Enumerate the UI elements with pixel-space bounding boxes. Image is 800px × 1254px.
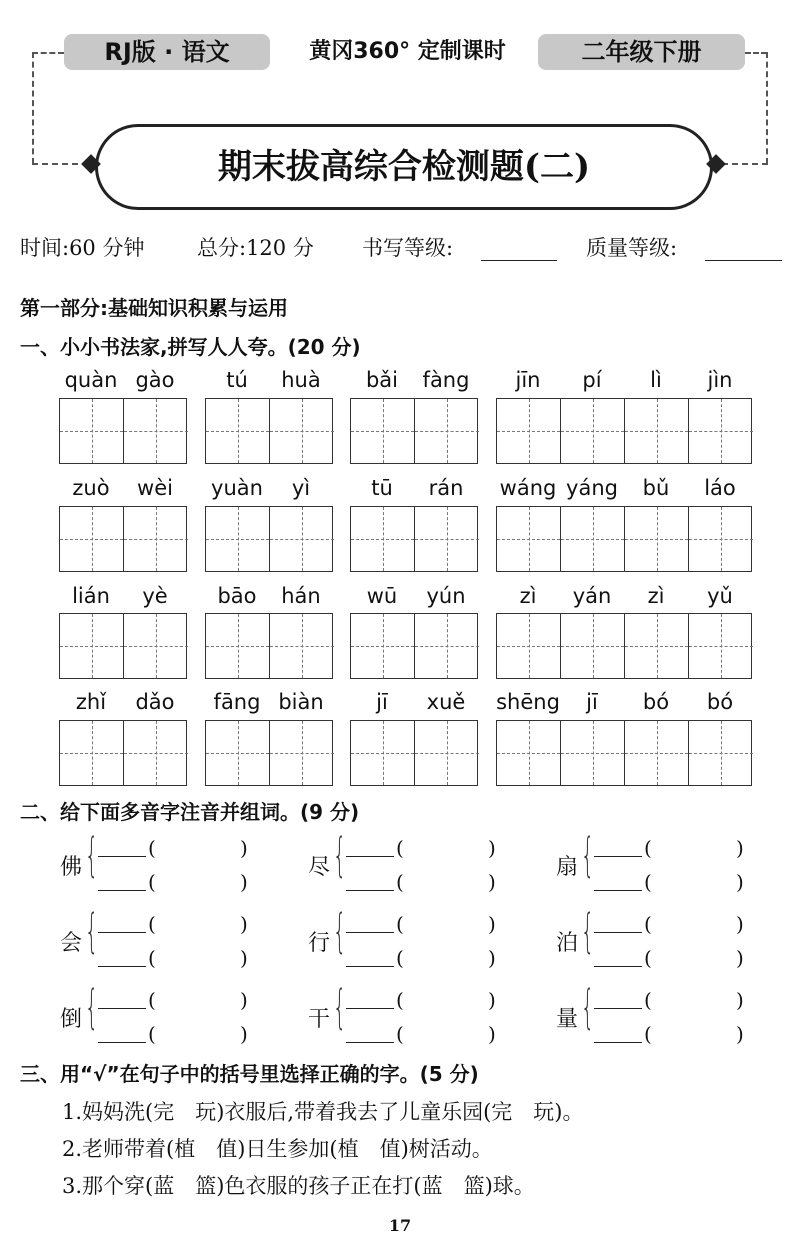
polyphonic-character: 行 (308, 931, 331, 956)
paren-answer-slot[interactable] (160, 1024, 236, 1048)
paren-open: ( (396, 912, 404, 936)
tianzige-cell[interactable] (561, 399, 625, 463)
cell-guide-horizontal (625, 539, 688, 540)
edition-badge: RJ版 · 语文 (64, 34, 270, 70)
tianzige-cell[interactable] (625, 399, 689, 463)
cell-guide-horizontal (561, 646, 624, 647)
tianzige-cell[interactable] (124, 614, 188, 678)
series-title: 黄冈360° 定制课时 (309, 39, 506, 64)
header-dash-left-vertical (32, 52, 34, 164)
cell-guide-horizontal (351, 539, 414, 540)
cell-guide-horizontal (561, 539, 624, 540)
tianzige-cell[interactable] (689, 399, 753, 463)
pinyin-label: zì (647, 584, 665, 608)
polyphonic-character: 扇 (556, 855, 579, 880)
header-dash-left (32, 52, 64, 54)
pinyin-label: yún (426, 584, 466, 608)
writing-cell-group (350, 506, 478, 572)
writing-cell-group (496, 398, 752, 464)
word-blank[interactable] (346, 966, 394, 967)
tianzige-cell[interactable] (206, 399, 270, 463)
tianzige-cell[interactable] (60, 399, 124, 463)
question-two-heading: 二、给下面多音字注音并组词。(9 分) (20, 800, 360, 824)
writing-cell-group (350, 720, 478, 786)
word-blank[interactable] (594, 966, 642, 967)
pinyin-label: zhǐ (75, 690, 107, 714)
cell-guide-horizontal (561, 431, 624, 432)
cell-guide-horizontal (270, 646, 334, 647)
cell-guide-horizontal (60, 539, 123, 540)
polyphonic-character: 干 (308, 1007, 331, 1032)
paren-answer-slot[interactable] (160, 838, 236, 862)
cell-guide-horizontal (689, 646, 753, 647)
cell-guide-horizontal (415, 431, 479, 432)
writing-cell-group (496, 613, 752, 679)
sentence-item: 2.老师带着(植 值)日生参加(植 值)树活动。 (62, 1137, 493, 1161)
header-dash-right-lower (722, 163, 768, 165)
tianzige-cell[interactable] (625, 614, 689, 678)
paren-open: ( (148, 946, 156, 970)
paren-answer-slot[interactable] (408, 872, 484, 896)
word-blank[interactable] (594, 1042, 642, 1043)
paren-close: ) (736, 1022, 744, 1046)
paren-answer-slot[interactable] (656, 990, 732, 1014)
paren-answer-slot[interactable] (656, 838, 732, 862)
paren-open: ( (644, 870, 652, 894)
polyphonic-character: 量 (556, 1007, 579, 1032)
cell-guide-horizontal (415, 646, 479, 647)
paren-open: ( (148, 988, 156, 1012)
paren-close: ) (488, 946, 496, 970)
brace-icon: { (333, 904, 347, 958)
paren-answer-slot[interactable] (408, 948, 484, 972)
writing-cell-group (496, 720, 752, 786)
polyphonic-character: 佛 (60, 855, 83, 880)
tianzige-cell[interactable] (206, 721, 270, 785)
paren-close: ) (240, 946, 248, 970)
cell-guide-horizontal (625, 753, 688, 754)
paren-close: ) (736, 988, 744, 1012)
paren-answer-slot[interactable] (160, 914, 236, 938)
cell-guide-horizontal (60, 646, 123, 647)
pinyin-label: jìn (707, 368, 733, 392)
word-blank[interactable] (98, 890, 146, 891)
pinyin-label: jī (586, 690, 598, 714)
tianzige-cell[interactable] (270, 507, 334, 571)
cell-guide-horizontal (625, 646, 688, 647)
tianzige-cell[interactable] (497, 721, 561, 785)
cell-guide-horizontal (351, 431, 414, 432)
tianzige-cell[interactable] (689, 721, 753, 785)
paren-close: ) (736, 912, 744, 936)
polyphonic-character: 倒 (60, 1007, 83, 1032)
tianzige-cell[interactable] (206, 614, 270, 678)
tianzige-cell[interactable] (270, 721, 334, 785)
pinyin-blank[interactable] (346, 1008, 394, 1009)
pinyin-label: wèi (137, 476, 173, 500)
paren-answer-slot[interactable] (408, 990, 484, 1014)
pinyin-label: rán (428, 476, 464, 500)
tianzige-cell[interactable] (60, 614, 124, 678)
cell-guide-horizontal (497, 753, 560, 754)
writing-cell-group (496, 506, 752, 572)
paren-answer-slot[interactable] (656, 948, 732, 972)
pinyin-label: bó (642, 690, 670, 714)
pinyin-label: dǎo (135, 690, 175, 714)
brace-icon: { (85, 828, 99, 882)
cell-guide-horizontal (415, 753, 479, 754)
paren-close: ) (736, 870, 744, 894)
paren-close: ) (240, 912, 248, 936)
word-blank[interactable] (346, 890, 394, 891)
pinyin-label: bāo (217, 584, 257, 608)
tianzige-cell[interactable] (270, 614, 334, 678)
word-blank[interactable] (98, 966, 146, 967)
paren-open: ( (644, 912, 652, 936)
pinyin-label: yán (572, 584, 612, 608)
tianzige-cell[interactable] (415, 614, 479, 678)
pinyin-blank[interactable] (346, 856, 394, 857)
cell-guide-horizontal (206, 539, 269, 540)
cell-guide-horizontal (497, 539, 560, 540)
writing-grade-label: 书写等级: (362, 236, 454, 260)
writing-cell-group (205, 613, 333, 679)
tianzige-cell[interactable] (497, 399, 561, 463)
paren-open: ( (644, 1022, 652, 1046)
word-blank[interactable] (98, 1042, 146, 1043)
pinyin-label: bǎi (365, 368, 399, 392)
brace-icon: { (333, 828, 347, 882)
brace-icon: { (333, 980, 347, 1034)
pinyin-label: hán (281, 584, 321, 608)
sentence-item: 3.那个穿(蓝 篮)色衣服的孩子正在打(蓝 篮)球。 (62, 1174, 535, 1198)
polyphonic-character: 会 (60, 931, 83, 956)
tianzige-cell[interactable] (689, 507, 753, 571)
paren-open: ( (644, 946, 652, 970)
paren-open: ( (396, 836, 404, 860)
writing-cell-group (59, 613, 187, 679)
paren-close: ) (488, 1022, 496, 1046)
cell-guide-horizontal (124, 753, 188, 754)
cell-guide-horizontal (625, 431, 688, 432)
tianzige-cell[interactable] (561, 507, 625, 571)
tianzige-cell[interactable] (625, 507, 689, 571)
cell-guide-horizontal (689, 753, 753, 754)
polyphonic-character: 泊 (556, 931, 579, 956)
tianzige-cell[interactable] (497, 507, 561, 571)
tianzige-cell[interactable] (415, 507, 479, 571)
pinyin-blank[interactable] (346, 932, 394, 933)
pinyin-label: lián (72, 584, 110, 608)
writing-cell-group (205, 506, 333, 572)
writing-cell-group (350, 613, 478, 679)
paren-close: ) (240, 988, 248, 1012)
pinyin-blank[interactable] (594, 932, 642, 933)
writing-cell-group (350, 398, 478, 464)
header-dash-right-vertical (766, 52, 768, 164)
pinyin-label: wū (366, 584, 398, 608)
tianzige-cell[interactable] (689, 614, 753, 678)
cell-guide-horizontal (206, 431, 269, 432)
pinyin-label: xuě (426, 690, 466, 714)
paren-open: ( (396, 870, 404, 894)
pinyin-label: tú (226, 368, 248, 392)
cell-guide-horizontal (206, 646, 269, 647)
paren-open: ( (396, 1022, 404, 1046)
pinyin-label: yè (142, 584, 168, 608)
pinyin-label: gào (135, 368, 175, 392)
cell-guide-horizontal (124, 646, 188, 647)
question-three-heading: 三、用“√”在句子中的括号里选择正确的字。(5 分) (20, 1062, 479, 1086)
pinyin-label: yuàn (211, 476, 263, 500)
question-one-heading: 一、小小书法家,拼写人人夸。(20 分) (20, 335, 361, 359)
tianzige-cell[interactable] (351, 399, 415, 463)
paren-answer-slot[interactable] (160, 872, 236, 896)
pinyin-label: wáng (499, 476, 557, 500)
tianzige-cell[interactable] (561, 721, 625, 785)
tianzige-cell[interactable] (415, 721, 479, 785)
paren-answer-slot[interactable] (656, 914, 732, 938)
brace-icon: { (581, 904, 595, 958)
pinyin-blank[interactable] (594, 1008, 642, 1009)
paren-open: ( (148, 870, 156, 894)
pinyin-label: biàn (278, 690, 324, 714)
tianzige-cell[interactable] (206, 507, 270, 571)
quality-grade-label: 质量等级: (586, 236, 678, 260)
paren-answer-slot[interactable] (408, 914, 484, 938)
pinyin-blank[interactable] (594, 856, 642, 857)
pinyin-label: láo (704, 476, 736, 500)
writing-cell-group (59, 398, 187, 464)
cell-guide-horizontal (561, 753, 624, 754)
paren-answer-slot[interactable] (160, 948, 236, 972)
brace-icon: { (85, 980, 99, 1034)
tianzige-cell[interactable] (124, 399, 188, 463)
tianzige-cell[interactable] (60, 507, 124, 571)
paren-close: ) (488, 836, 496, 860)
paren-close: ) (240, 1022, 248, 1046)
paren-answer-slot[interactable] (656, 872, 732, 896)
writing-cell-group (205, 720, 333, 786)
cell-guide-horizontal (689, 539, 753, 540)
writing-cell-group (205, 398, 333, 464)
cell-guide-horizontal (415, 539, 479, 540)
grade-badge: 二年级下册 (538, 34, 745, 70)
pinyin-label: tū (371, 476, 393, 500)
pinyin-label: fāng (213, 690, 261, 714)
tianzige-cell[interactable] (351, 507, 415, 571)
cell-guide-horizontal (124, 539, 188, 540)
pinyin-label: zuò (72, 476, 110, 500)
page-number: 17 (388, 1216, 412, 1235)
pinyin-label: lì (650, 368, 662, 392)
pinyin-label: jī (376, 690, 388, 714)
paren-close: ) (488, 912, 496, 936)
tianzige-cell[interactable] (124, 721, 188, 785)
sentence-item: 1.妈妈洗(完 玩)衣服后,带着我去了儿童乐园(完 玩)。 (62, 1100, 584, 1124)
paren-close: ) (240, 836, 248, 860)
pinyin-label: yáng (566, 476, 618, 500)
paren-close: ) (240, 870, 248, 894)
paren-close: ) (736, 946, 744, 970)
pinyin-label: bó (706, 690, 734, 714)
tianzige-cell[interactable] (351, 614, 415, 678)
cell-guide-horizontal (497, 646, 560, 647)
pinyin-label: zì (519, 584, 537, 608)
cell-guide-horizontal (60, 753, 123, 754)
paren-close: ) (488, 988, 496, 1012)
cell-guide-horizontal (270, 431, 334, 432)
tianzige-cell[interactable] (415, 399, 479, 463)
writing-cell-group (59, 506, 187, 572)
paren-open: ( (644, 836, 652, 860)
paren-answer-slot[interactable] (160, 990, 236, 1014)
total-score-label: 总分:120 分 (197, 236, 314, 260)
cell-guide-horizontal (689, 431, 753, 432)
time-label: 时间:60 分钟 (20, 236, 145, 260)
paren-open: ( (148, 836, 156, 860)
pinyin-blank[interactable] (98, 1008, 146, 1009)
word-blank[interactable] (594, 890, 642, 891)
paren-answer-slot[interactable] (656, 1024, 732, 1048)
cell-guide-horizontal (497, 431, 560, 432)
tianzige-cell[interactable] (497, 614, 561, 678)
paren-open: ( (644, 988, 652, 1012)
tianzige-cell[interactable] (60, 721, 124, 785)
writing-cell-group (59, 720, 187, 786)
part-one-heading: 第一部分:基础知识积累与运用 (20, 296, 288, 320)
cell-guide-horizontal (124, 431, 188, 432)
pinyin-label: yì (291, 476, 311, 500)
brace-icon: { (85, 904, 99, 958)
pinyin-label: jīn (515, 368, 541, 392)
pinyin-label: pí (582, 368, 602, 392)
paren-open: ( (148, 912, 156, 936)
cell-guide-horizontal (206, 753, 269, 754)
pinyin-label: huà (281, 368, 321, 392)
pinyin-label: shēng (496, 690, 560, 714)
brace-icon: { (581, 980, 595, 1034)
cell-guide-horizontal (351, 753, 414, 754)
cell-guide-horizontal (270, 753, 334, 754)
header-dash-left-lower (32, 163, 88, 165)
quality-grade-blank[interactable] (705, 260, 782, 261)
paren-close: ) (488, 870, 496, 894)
pinyin-label: fàng (422, 368, 470, 392)
pinyin-label: bǔ (642, 476, 670, 500)
paren-open: ( (396, 946, 404, 970)
tianzige-cell[interactable] (625, 721, 689, 785)
word-blank[interactable] (346, 1042, 394, 1043)
tianzige-cell[interactable] (270, 399, 334, 463)
pinyin-blank[interactable] (98, 856, 146, 857)
paren-answer-slot[interactable] (408, 1024, 484, 1048)
brace-icon: { (581, 828, 595, 882)
paren-open: ( (148, 1022, 156, 1046)
pinyin-label: quàn (64, 368, 118, 392)
tianzige-cell[interactable] (561, 614, 625, 678)
paren-close: ) (736, 836, 744, 860)
paren-answer-slot[interactable] (408, 838, 484, 862)
page-title: 期末拔高综合检测题(二) (217, 147, 591, 187)
pinyin-blank[interactable] (98, 932, 146, 933)
writing-grade-blank[interactable] (481, 260, 557, 261)
polyphonic-character: 尽 (308, 855, 331, 880)
cell-guide-horizontal (60, 431, 123, 432)
paren-open: ( (396, 988, 404, 1012)
header-dash-right (745, 52, 767, 54)
pinyin-label: yǔ (707, 584, 733, 608)
tianzige-cell[interactable] (124, 507, 188, 571)
cell-guide-horizontal (351, 646, 414, 647)
cell-guide-horizontal (270, 539, 334, 540)
tianzige-cell[interactable] (351, 721, 415, 785)
